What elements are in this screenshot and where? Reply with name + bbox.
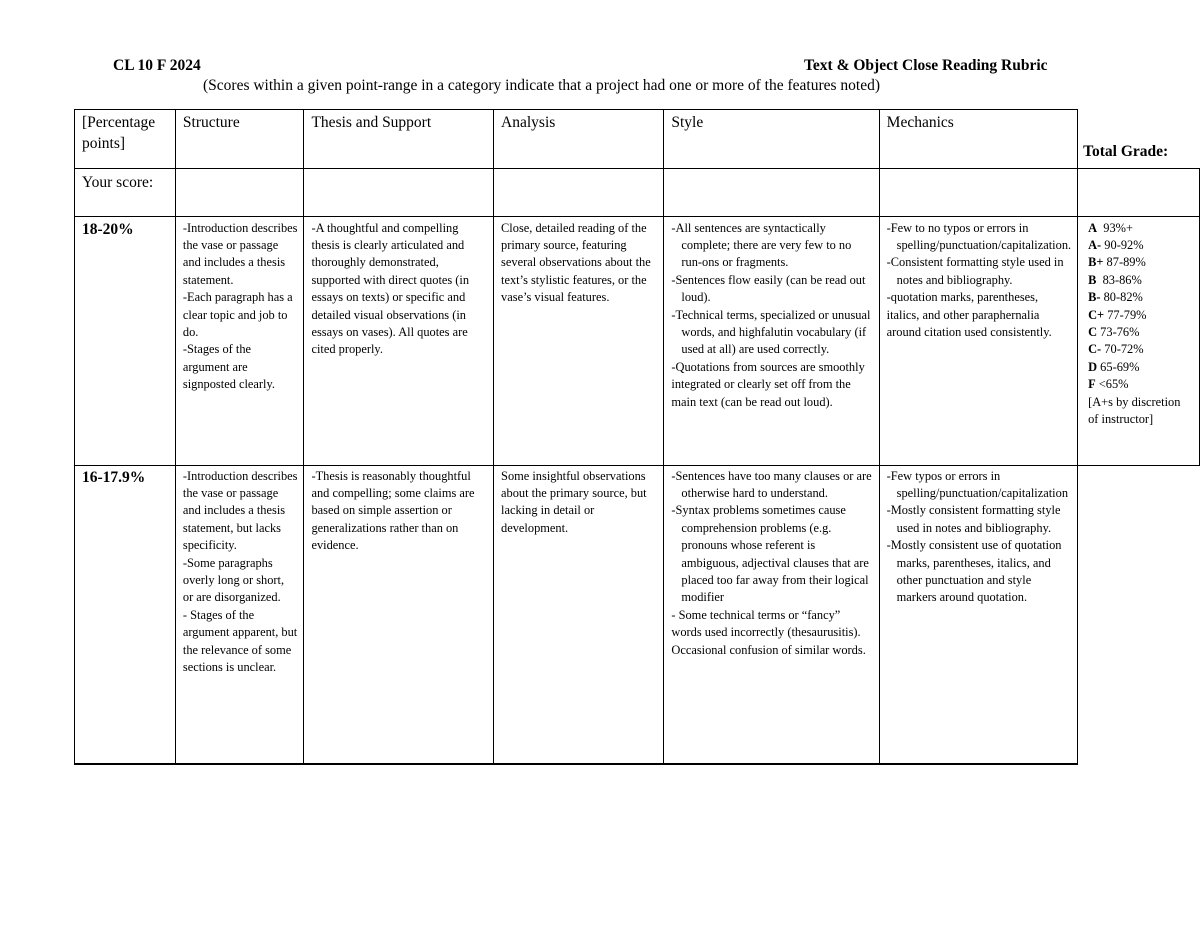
style-item: -All sentences are syntactically complete; there are very few to no run-ons or fragments. (671, 220, 852, 270)
rubric-title: Text & Object Close Reading Rubric (804, 57, 1048, 74)
score-thesis[interactable] (304, 168, 494, 216)
score-total[interactable] (1078, 168, 1200, 216)
style-item: -Sentences have too many clauses or are otherwise hard to understand. (671, 468, 872, 500)
rubric-row-16-17.9 (75, 465, 1200, 764)
score-row (75, 168, 1200, 216)
band-label: 16-17.9% (82, 468, 146, 486)
rubric-subtitle: (Scores within a given point-range in a category indicate that a project had one or more of the features noted) (203, 77, 881, 94)
mechanics-item: -Mostly consistent formatting style used in notes and bibliography. (886, 503, 1061, 535)
style-item: -Quotations from sources are smoothly integrated or clearly set off from the main text (can be read out loud). (671, 359, 865, 409)
mechanics-item: -Consistent formatting style used in notes and bibliography. (886, 255, 1064, 287)
empty-cell (1078, 465, 1200, 764)
col-header-thesis: Thesis and Support (304, 110, 494, 169)
col-header-style: Style (664, 110, 879, 169)
grade-note: [A+s by discretion of instructor] (1088, 394, 1181, 426)
mechanics-item: -Few to no typos or errors in spelling/punctuation/capitalization. (886, 220, 1072, 252)
structure-cell (175, 465, 304, 764)
structure-item: -Some paragraphs overly long or short, or are disorganized. (182, 555, 285, 605)
grade-line: B 83-86% (1088, 272, 1142, 287)
mechanics-item: -quotation marks, parentheses, italics, and other paraphernalia around citation used consistently. (886, 290, 1052, 339)
structure-item: -Each paragraph has a clear topic and job to do. (182, 290, 293, 339)
thesis-cell: -Thesis is reasonably thoughtful and compelling; some claims are based on simple assertion or generalizations rather than on evidence. (304, 465, 494, 764)
course-code: CL 10 F 2024 (113, 57, 201, 74)
style-cell (664, 465, 879, 764)
style-item: -Technical terms, specialized or unusual words, and highfalutin vocabulary (if used at all) are used correctly. (671, 307, 871, 357)
score-label: Your score: (75, 168, 176, 216)
col-header-analysis: Analysis (494, 110, 664, 169)
mechanics-cell (879, 465, 1077, 764)
structure-item: -Stages of the argument are signposted clearly. (182, 342, 275, 392)
style-item: - Some technical terms or “fancy” words used incorrectly (thesaurusitis). Occasional confusion of similar words. (671, 607, 866, 657)
grade-line: C+ 77-79% (1088, 307, 1147, 322)
style-cell (664, 216, 879, 465)
grade-line: A 93%+ (1088, 220, 1133, 235)
rubric-row-18-20 (75, 216, 1200, 465)
structure-cell (175, 216, 304, 465)
thesis-cell: -A thoughtful and compelling thesis is clearly articulated and thoroughly demonstrated, supported with direct quotes (in essays on texts) or specific and detailed visual observations (in essays on vases). All quotes are cited properly. (304, 216, 494, 465)
grade-scale (1078, 216, 1200, 465)
grade-line: B- 80-82% (1088, 290, 1143, 305)
mechanics-cell (879, 216, 1077, 465)
score-analysis[interactable] (494, 168, 664, 216)
header-row (75, 110, 1200, 169)
score-mechanics[interactable] (879, 168, 1077, 216)
structure-item: -Introduction describes the vase or passage and includes a thesis statement, but lacks specificity. (182, 468, 298, 553)
grade-line: A- 90-92% (1088, 237, 1144, 252)
rubric-table (74, 109, 1200, 765)
col-header-mechanics: Mechanics (879, 110, 1077, 169)
analysis-cell: Some insightful observations about the primary source, but lacking in detail or development. (494, 465, 664, 764)
grade-line: C- 70-72% (1088, 342, 1144, 357)
grade-line: C 73-76% (1088, 324, 1140, 339)
mechanics-item: -Few typos or errors in spelling/punctuation/capitalization (886, 468, 1069, 500)
score-style[interactable] (664, 168, 879, 216)
analysis-cell: Close, detailed reading of the primary source, featuring several observations about the text’s stylistic features, or the vase’s visual features. (494, 216, 664, 465)
mechanics-item: -Mostly consistent use of quotation marks, parentheses, italics, and other punctuation and style markers around quotation. (886, 538, 1062, 605)
score-structure[interactable] (175, 168, 304, 216)
style-item: -Syntax problems sometimes cause comprehension problems (e.g. pronouns whose referent is ambiguous, adjectival clauses that are placed too far away from their logical modifier (671, 503, 869, 605)
col-header-percentage: [Percentage points] (75, 110, 176, 169)
total-grade-label: Total Grade: (1078, 110, 1200, 169)
grade-line: D 65-69% (1088, 359, 1140, 374)
structure-item: - Stages of the argument apparent, but the relevance of some sections is unclear. (182, 607, 298, 674)
grade-line: B+ 87-89% (1088, 255, 1146, 270)
band-label: 18-20% (82, 220, 134, 238)
structure-item: -Introduction describes the vase or passage and includes a thesis statement. (182, 220, 298, 287)
col-header-structure: Structure (175, 110, 304, 169)
grade-line: F <65% (1088, 377, 1129, 392)
style-item: -Sentences flow easily (can be read out loud). (671, 272, 866, 305)
